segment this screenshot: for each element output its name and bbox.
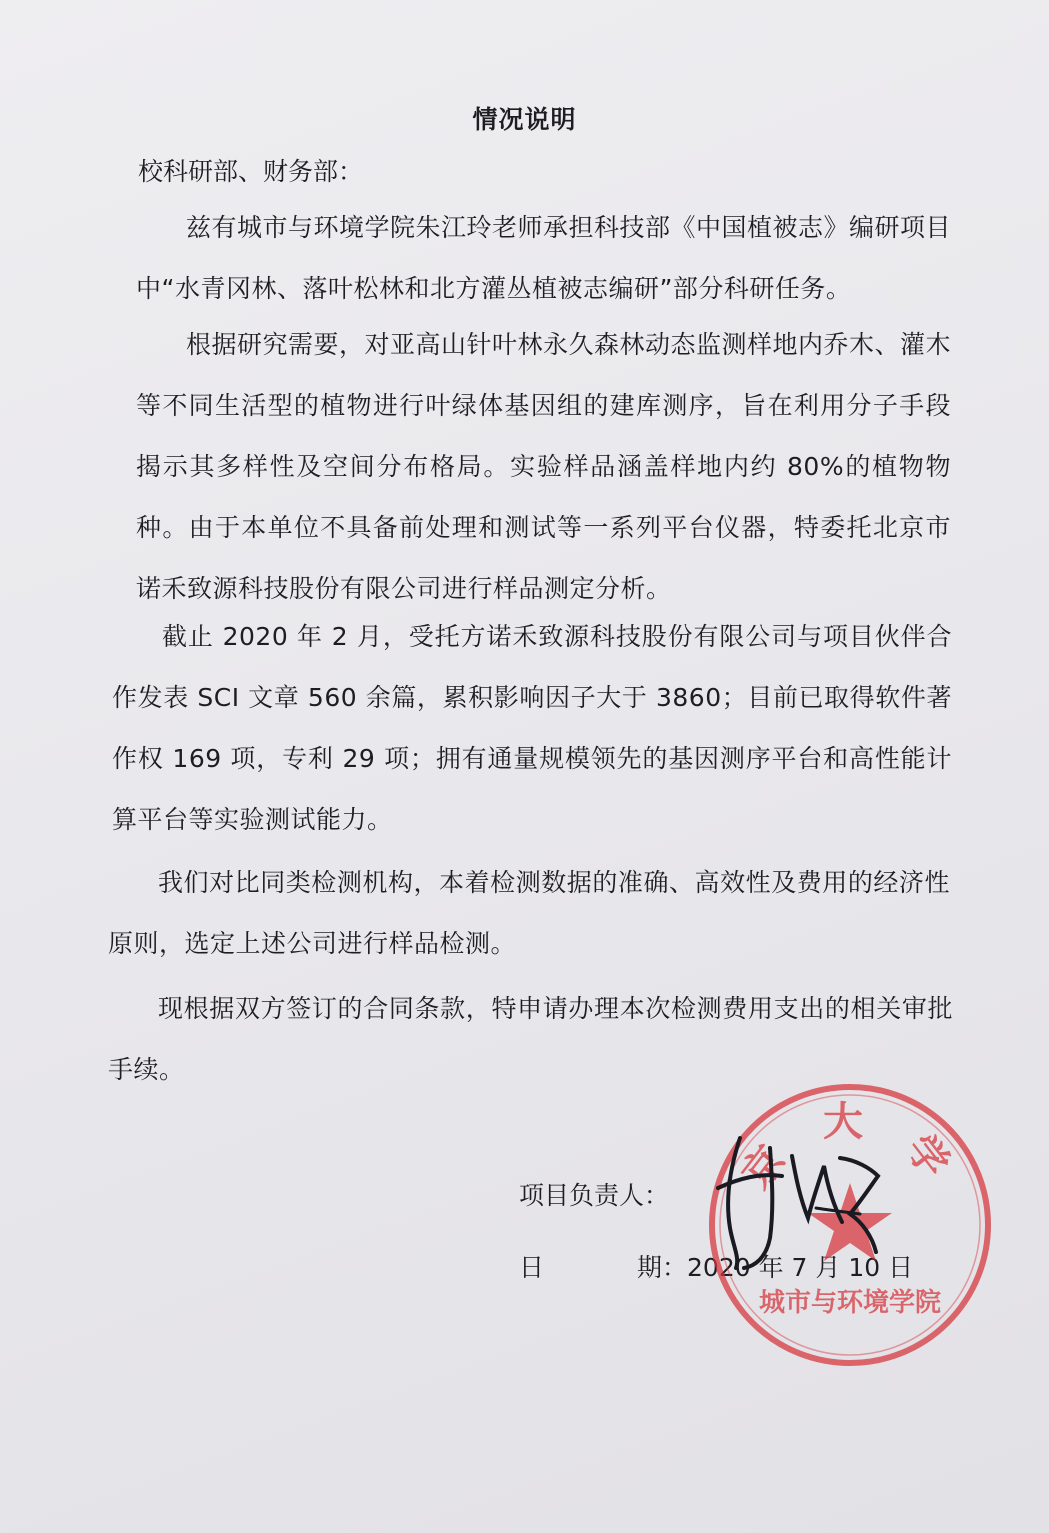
paragraph-1: 兹有城市与环境学院朱江玲老师承担科技部《中国植被志》编研项目中“水青冈林、落叶松林和北方灌丛植被志编研”部分科研任务。 xyxy=(136,213,952,303)
paragraph-2: 根据研究需要，对亚高山针叶林永久森林动态监测样地内乔木、灌木等不同生活型的植物进行叶绿体基因组的建库测序，旨在利用分子手段揭示其多样性及空间分布格局。实验样品涵盖样地内约 80%的植物物种。由于本单位不具备前处理和测试等一系列平台仪器，特委托北京市诺禾致源科技股份有限公司进行样品测定分析。 xyxy=(136,330,952,603)
stamp-bottom-text: 城市与环境学院 xyxy=(758,1288,942,1318)
date-label-part-2: 期： xyxy=(637,1253,688,1282)
handwritten-signature xyxy=(700,1118,890,1278)
paragraph-3: 截止 2020 年 2 月，受托方诺禾致源科技股份有限公司与项目伙伴合作发表 SCI 文章 560 余篇，累积影响因子大于 3860；目前已取得软件著作权 169 项，专利 29 项；拥有通量规模领先的基因测序平台和高性能计算平台等实验测试能力。 xyxy=(112,622,952,834)
paragraph-5: 现根据双方签订的合同条款，特申请办理本次检测费用支出的相关审批手续。 xyxy=(108,994,953,1084)
stamp-top-text: 京 大 学 xyxy=(733,1099,967,1198)
paragraph-4: 我们对比同类检测机构，本着检测数据的准确、高效性及费用的经济性原则，选定上述公司进行样品检测。 xyxy=(108,868,950,958)
greeting: 校科研部、财务部： xyxy=(138,157,364,186)
date-label-part-1: 日 xyxy=(519,1253,545,1282)
project-leader-label: 项目负责人： xyxy=(519,1181,670,1210)
project-leader-line xyxy=(519,1178,669,1214)
document-title: 情况说明 xyxy=(472,105,577,134)
date-value: 2020 年 7 月 10 日 xyxy=(687,1253,914,1282)
